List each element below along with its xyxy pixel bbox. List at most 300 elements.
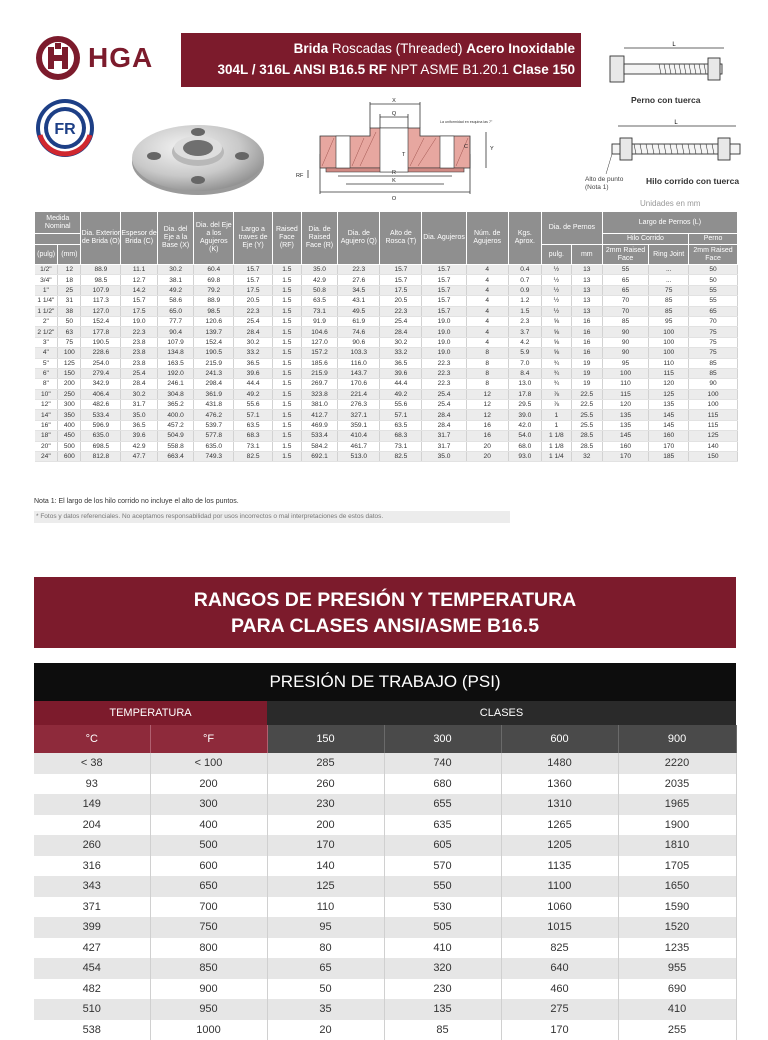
table-row <box>35 368 738 378</box>
table-cell: 19.0 <box>121 316 158 326</box>
table-cell: 596.9 <box>81 420 121 430</box>
table-cell: 75 <box>689 337 738 347</box>
table-cell: 530 <box>384 897 501 918</box>
table-cell: 1360 <box>501 774 618 795</box>
table-cell: 82.5 <box>380 452 422 462</box>
table-cell: 343 <box>34 876 150 897</box>
table-cell: 49.2 <box>234 389 273 399</box>
table-cell: 22.5 <box>571 400 602 410</box>
table-cell: 200 <box>150 774 267 795</box>
thread-note: La uniformidad en esquina las 7" <box>440 120 493 124</box>
table-cell: 635.0 <box>81 431 121 441</box>
pressure-table-title: PRESIÓN DE TRABAJO (PSI) <box>34 663 736 701</box>
table-cell: 31.7 <box>422 441 466 451</box>
table-cell: 135 <box>602 410 648 420</box>
table-cell: 16 <box>466 431 508 441</box>
table-cell: 500 <box>58 441 81 451</box>
table-cell: 20 <box>466 441 508 451</box>
table-cell: 221.4 <box>338 389 380 399</box>
table-cell: 4 <box>466 327 508 337</box>
table-cell: 800 <box>150 938 267 959</box>
table-cell: 13 <box>571 265 602 275</box>
table-cell: 20 <box>466 452 508 462</box>
table-cell: 4" <box>35 348 58 358</box>
flange-cross-section-diagram <box>290 98 506 208</box>
table-cell: 12 <box>466 410 508 420</box>
class-600-header: 600 <box>501 725 618 753</box>
table-cell: 30.2 <box>234 337 273 347</box>
table-cell: 1.5 <box>272 296 301 306</box>
table-cell: 1205 <box>501 835 618 856</box>
col-pernos-pulg: pulg. <box>541 245 571 265</box>
table-cell: ½ <box>541 285 571 295</box>
table-cell: 342.9 <box>81 379 121 389</box>
brand-name: HGA <box>88 42 153 74</box>
col-mm: (mm) <box>58 245 81 265</box>
table-cell: 412.7 <box>301 410 338 420</box>
col-rf-2mm-perno: 2mm Raised Face <box>689 245 738 265</box>
col-num-agujeros: Núm. de Agujeros <box>466 212 508 265</box>
table-cell: 65 <box>602 285 648 295</box>
table-row <box>35 431 738 441</box>
table-cell: 100 <box>649 327 689 337</box>
table-cell: 50 <box>58 316 81 326</box>
table-cell: 27.6 <box>338 275 380 285</box>
table-cell: ⅞ <box>541 400 571 410</box>
table-cell: 2.3 <box>508 316 541 326</box>
table-row <box>34 753 736 774</box>
table-row <box>35 358 738 368</box>
table-cell: 190.5 <box>194 348 234 358</box>
table-cell: 327.1 <box>338 410 380 420</box>
table-cell: 50.8 <box>301 285 338 295</box>
table-row <box>35 265 738 275</box>
table-cell: 85 <box>649 306 689 316</box>
table-cell: 125 <box>267 876 384 897</box>
table-cell: 25.5 <box>571 420 602 430</box>
table-cell: 75 <box>58 337 81 347</box>
table-cell: 125 <box>649 389 689 399</box>
table-cell: 461.7 <box>338 441 380 451</box>
table-cell: 47.7 <box>121 452 158 462</box>
table-cell: 163.5 <box>157 358 194 368</box>
table-cell: 510 <box>34 999 150 1020</box>
table-cell: 88.9 <box>81 265 121 275</box>
table-cell: 31.7 <box>422 431 466 441</box>
dim-rf-label: RF <box>296 173 304 179</box>
table-cell: 454 <box>34 958 150 979</box>
table-cell: 1590 <box>618 897 736 918</box>
table-cell: 36.5 <box>234 358 273 368</box>
table-cell: 410 <box>384 938 501 959</box>
table-cell: 482 <box>34 979 150 1000</box>
table-cell: 85 <box>649 296 689 306</box>
table-row <box>34 938 736 959</box>
table-cell: 246.1 <box>157 379 194 389</box>
table-cell: 1.5 <box>272 327 301 337</box>
table-cell: ... <box>649 275 689 285</box>
banner-line-1: RANGOS DE PRESIÓN Y TEMPERATURA <box>34 587 736 613</box>
table-cell: 4 <box>466 337 508 347</box>
table-cell: 170 <box>649 441 689 451</box>
table-cell: 95 <box>602 358 648 368</box>
table-cell: 39.0 <box>508 410 541 420</box>
table-cell: 17.5 <box>121 306 158 316</box>
table-cell: 33.2 <box>380 348 422 358</box>
table-cell: 1.5 <box>272 452 301 462</box>
table-row <box>35 316 738 326</box>
table-cell: 469.9 <box>301 420 338 430</box>
table-cell: 6" <box>35 368 58 378</box>
dim-y-label: Y <box>490 146 494 152</box>
table-cell: 79.2 <box>194 285 234 295</box>
table-cell: 8 <box>466 348 508 358</box>
table-cell: 115 <box>689 420 738 430</box>
table-cell: 139.7 <box>194 327 234 337</box>
table-row <box>35 348 738 358</box>
pressure-temperature-banner <box>34 577 736 648</box>
table-cell: 1.5 <box>272 431 301 441</box>
table-cell: 170 <box>267 835 384 856</box>
table-cell: 127.0 <box>81 306 121 316</box>
table-cell: 63.5 <box>380 420 422 430</box>
table-cell: 39.6 <box>121 431 158 441</box>
table-cell: 25.4 <box>380 316 422 326</box>
table-cell: 25.4 <box>234 316 273 326</box>
table-cell: 30.2 <box>380 337 422 347</box>
col-dia-exterior: Dia. Exterior de Brida (O) <box>81 212 121 265</box>
table-cell: 13 <box>571 275 602 285</box>
table-cell: 812.8 <box>81 452 121 462</box>
table-cell: 44.4 <box>380 379 422 389</box>
table-cell: 38 <box>58 306 81 316</box>
table-cell: 18" <box>35 431 58 441</box>
table-cell: 70 <box>689 316 738 326</box>
class-150-header: 150 <box>267 725 384 753</box>
table-cell: 427 <box>34 938 150 959</box>
table-cell: 15.7 <box>234 275 273 285</box>
table-cell: 350 <box>58 410 81 420</box>
table-cell: 16 <box>571 337 602 347</box>
table-cell: 655 <box>384 794 501 815</box>
table-row <box>34 856 736 877</box>
col-pulg: (pulg) <box>35 245 58 265</box>
table-row <box>34 958 736 979</box>
table-cell: 4 <box>466 285 508 295</box>
table-cell: 150 <box>58 368 81 378</box>
table-cell: ¾ <box>541 368 571 378</box>
table-cell: 200 <box>267 815 384 836</box>
table-cell: 12.7 <box>121 275 158 285</box>
table-cell: 584.2 <box>301 441 338 451</box>
table-cell: 8" <box>35 379 58 389</box>
table-cell: 80 <box>267 938 384 959</box>
table-cell: 115 <box>649 368 689 378</box>
table-cell: 140 <box>267 856 384 877</box>
table-row <box>35 285 738 295</box>
table-cell: 107.9 <box>157 337 194 347</box>
table-cell: 50 <box>267 979 384 1000</box>
table-cell: < 38 <box>34 753 150 774</box>
table-cell: 25 <box>58 285 81 295</box>
table-cell: 680 <box>384 774 501 795</box>
table-cell: 1965 <box>618 794 736 815</box>
table-cell: 12 <box>466 400 508 410</box>
col-perno: Perno <box>689 234 738 245</box>
table-cell: 500 <box>150 835 267 856</box>
table-cell: 15.7 <box>422 265 466 275</box>
table-cell: 15.7 <box>422 306 466 316</box>
table-cell: 28.4 <box>380 327 422 337</box>
table-cell: 0.7 <box>508 275 541 285</box>
table-cell: 16 <box>571 327 602 337</box>
table-cell: 740 <box>384 753 501 774</box>
table-cell: 361.9 <box>194 389 234 399</box>
table-cell: 19 <box>571 358 602 368</box>
table-cell: 11.1 <box>121 265 158 275</box>
table-cell: ⅝ <box>541 348 571 358</box>
class-900-header: 900 <box>618 725 736 753</box>
table-cell: 255 <box>618 1020 736 1040</box>
table-cell: 192.0 <box>157 368 194 378</box>
table-cell: 35.0 <box>422 452 466 462</box>
table-cell: 635 <box>384 815 501 836</box>
table-cell: 24" <box>35 452 58 462</box>
table-cell: 70 <box>602 306 648 316</box>
table-cell: 457.2 <box>157 420 194 430</box>
table-cell: 22.3 <box>422 368 466 378</box>
table-cell: 17.5 <box>234 285 273 295</box>
table-cell: 533.4 <box>301 431 338 441</box>
table-cell: 650 <box>150 876 267 897</box>
table-cell: 19 <box>571 368 602 378</box>
table-cell: 143.7 <box>338 368 380 378</box>
table-cell: 750 <box>150 917 267 938</box>
table-cell: 371 <box>34 897 150 918</box>
table-cell: 160 <box>649 431 689 441</box>
table-row <box>34 1020 736 1040</box>
table-cell: 177.8 <box>81 327 121 337</box>
table-cell: 103.3 <box>338 348 380 358</box>
table-cell: 635.0 <box>194 441 234 451</box>
table-cell: 39.6 <box>380 368 422 378</box>
table-cell: 35 <box>267 999 384 1020</box>
col-dia-eje-base: Dia. del Eje a la Base (X) <box>157 212 194 265</box>
table-cell: 5.9 <box>508 348 541 358</box>
table-cell: 275 <box>501 999 618 1020</box>
col-kgs: Kgs. Aprox. <box>508 212 541 265</box>
table-cell: 900 <box>150 979 267 1000</box>
stud-caption: Hilo corrido con tuerca <box>646 176 739 186</box>
table-cell: ¾ <box>541 379 571 389</box>
flange-dimensions-table <box>34 211 738 462</box>
table-cell: 410.4 <box>338 431 380 441</box>
table-cell: 38.1 <box>157 275 194 285</box>
table-cell: 476.2 <box>194 410 234 420</box>
table-cell: 28.5 <box>571 441 602 451</box>
stud-bolt-with-nuts-icon <box>604 118 746 178</box>
table-cell: 73.1 <box>380 441 422 451</box>
table-cell: 190.5 <box>81 337 121 347</box>
table-cell: 65 <box>267 958 384 979</box>
table-cell: ½ <box>541 296 571 306</box>
table-cell: 4 <box>466 316 508 326</box>
table-cell: 505 <box>384 917 501 938</box>
table-cell: 300 <box>150 794 267 815</box>
table-cell: 431.8 <box>194 400 234 410</box>
table-cell: 95 <box>267 917 384 938</box>
table-cell: 254.0 <box>81 358 121 368</box>
col-dia-raised-face: Dia. de Raised Face (R) <box>301 212 338 265</box>
fr-logo-text: FR <box>54 121 76 138</box>
dim-q-label: Q <box>392 111 397 117</box>
table-cell: 35.0 <box>121 410 158 420</box>
dim-o-label: O <box>392 196 397 202</box>
table-row <box>35 379 738 389</box>
table-cell: 54.0 <box>508 431 541 441</box>
table-cell: 323.8 <box>301 389 338 399</box>
table-cell: 36.5 <box>380 358 422 368</box>
table-cell: 104.6 <box>301 327 338 337</box>
table-cell: 15.7 <box>422 296 466 306</box>
table-cell: 10" <box>35 389 58 399</box>
table-cell: 85 <box>602 316 648 326</box>
table-cell: 55 <box>689 296 738 306</box>
table-cell: 19.0 <box>422 348 466 358</box>
table-cell: 640 <box>501 958 618 979</box>
table-cell: 2 1/2" <box>35 327 58 337</box>
table-cell: 8 <box>466 358 508 368</box>
table-cell: 28.4 <box>121 379 158 389</box>
table-cell: 28.4 <box>422 420 466 430</box>
table-cell: 33.2 <box>234 348 273 358</box>
table-cell: 1.5 <box>508 306 541 316</box>
table-cell: ½ <box>541 265 571 275</box>
table-cell: 749.3 <box>194 452 234 462</box>
table-cell: 17.8 <box>508 389 541 399</box>
fahrenheit-header: °F <box>150 725 267 753</box>
dim-c-label: C <box>464 144 468 150</box>
table-cell: 43.1 <box>338 296 380 306</box>
table-cell: 381.0 <box>301 400 338 410</box>
title-line-2: 304L / 316L ANSI B16.5 RF NPT ASME B1.20.1 Clase 150 <box>181 59 575 80</box>
table-cell: 14.2 <box>121 285 158 295</box>
hga-logo-mark-icon <box>34 34 82 82</box>
table-row <box>35 275 738 285</box>
table-cell: 570 <box>384 856 501 877</box>
table-cell: 1.5 <box>272 368 301 378</box>
table-cell: 69.8 <box>194 275 234 285</box>
table-cell: 25.4 <box>121 368 158 378</box>
table-cell: 15.7 <box>121 296 158 306</box>
table-cell: ... <box>649 265 689 275</box>
col-dia-pernos: Dia. de Pernos <box>541 212 602 245</box>
table-cell: 400.0 <box>157 410 194 420</box>
col-pernos-mm: mm <box>571 245 602 265</box>
table-cell: 250 <box>58 389 81 399</box>
table-cell: ½ <box>541 306 571 316</box>
table-row <box>35 327 738 337</box>
table-cell: 1705 <box>618 856 736 877</box>
col-medida-nominal: Medida Nominal <box>35 212 81 234</box>
table-cell: 19.0 <box>422 316 466 326</box>
table-cell: 100 <box>649 337 689 347</box>
table-cell: 22.3 <box>422 358 466 368</box>
table-cell: 359.1 <box>338 420 380 430</box>
table-cell: 365.2 <box>157 400 194 410</box>
table-cell: 13 <box>571 306 602 316</box>
table-cell: 663.4 <box>157 452 194 462</box>
table-cell: 134.8 <box>157 348 194 358</box>
table-cell: 110 <box>267 897 384 918</box>
table-cell: 4 <box>466 296 508 306</box>
table-cell: ⅝ <box>541 316 571 326</box>
table-cell: 61.9 <box>338 316 380 326</box>
table-cell: 1.5 <box>272 306 301 316</box>
table-cell: 513.0 <box>338 452 380 462</box>
table-cell: 68.3 <box>380 431 422 441</box>
table-cell: 60.4 <box>194 265 234 275</box>
table-cell: 28.4 <box>422 410 466 420</box>
table-cell: ⅝ <box>541 337 571 347</box>
col-largo-eje: Largo a traves de Eje (Y) <box>234 212 273 265</box>
table-cell: 200 <box>58 379 81 389</box>
table-cell: 100 <box>58 348 81 358</box>
table-cell: 260 <box>34 835 150 856</box>
table-cell: 16" <box>35 420 58 430</box>
table-cell: 120 <box>602 400 648 410</box>
table-cell: 2220 <box>618 753 736 774</box>
table-cell: 107.9 <box>81 285 121 295</box>
table-cell: 135 <box>602 420 648 430</box>
dim-t-label: T <box>402 152 406 158</box>
table-cell: 57.1 <box>234 410 273 420</box>
table-cell: 1265 <box>501 815 618 836</box>
table-cell: 4 <box>466 306 508 316</box>
table-cell: 90 <box>602 348 648 358</box>
table-cell: 25.4 <box>422 400 466 410</box>
table-cell: 116.0 <box>338 358 380 368</box>
table-cell: 4 <box>466 275 508 285</box>
table-cell: 533.4 <box>81 410 121 420</box>
table-cell: 320 <box>384 958 501 979</box>
table-cell: 1" <box>35 285 58 295</box>
table-cell: 1 1/8 <box>541 441 571 451</box>
table-cell: 20" <box>35 441 58 451</box>
table-cell: 36.5 <box>121 420 158 430</box>
table-cell: 7.0 <box>508 358 541 368</box>
table-row <box>35 337 738 347</box>
table-cell: 0.9 <box>508 285 541 295</box>
table-cell: 1.5 <box>272 337 301 347</box>
title-line-1: Brida Roscadas (Threaded) Acero Inoxidable <box>181 38 575 59</box>
table-cell: 150 <box>689 452 738 462</box>
table-cell: 25.4 <box>422 389 466 399</box>
celsius-header: °C <box>34 725 150 753</box>
table-row <box>35 296 738 306</box>
table-cell: 110 <box>649 358 689 368</box>
table-cell: 65 <box>689 306 738 316</box>
table-cell: 63.5 <box>234 420 273 430</box>
units-note: Unidades en mm <box>640 199 700 208</box>
table-cell: 304.8 <box>157 389 194 399</box>
table-cell: 50 <box>689 265 738 275</box>
table-cell: 3.7 <box>508 327 541 337</box>
note-1: Nota 1: El largo de los hilo corrido no incluye el alto de los puntos. <box>34 498 239 505</box>
table-cell: 82.5 <box>234 452 273 462</box>
table-cell: 49.2 <box>380 389 422 399</box>
table-cell: 1.5 <box>272 265 301 275</box>
